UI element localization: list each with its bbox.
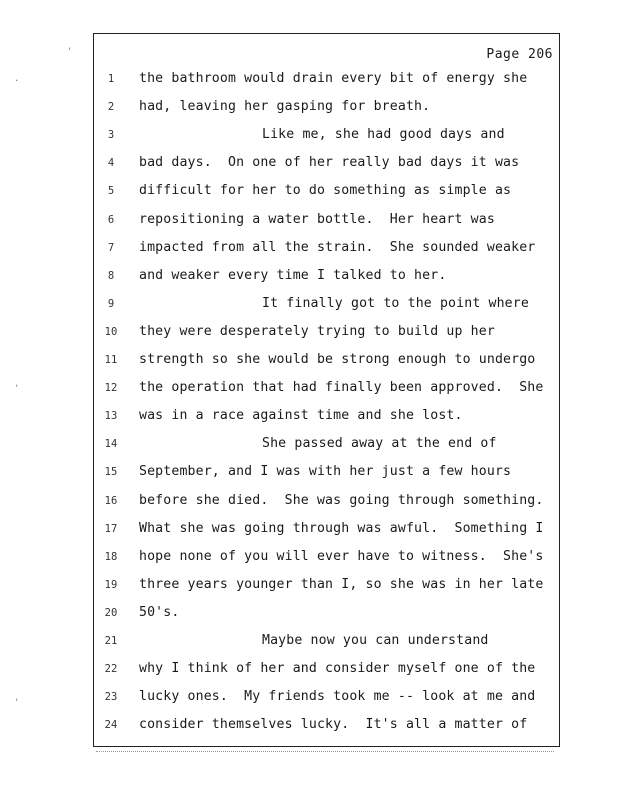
transcript-line — [94, 378, 559, 398]
line-number: 5 — [107, 185, 115, 198]
transcript-line — [94, 97, 559, 117]
line-text: What she was going through was awful. Something I — [139, 520, 544, 536]
transcript-line — [94, 125, 559, 145]
transcript-line — [94, 69, 559, 89]
transcript-line — [94, 322, 559, 342]
transcript-line — [94, 715, 559, 735]
line-text: the bathroom would drain every bit of energy she — [139, 71, 528, 86]
transcript-line — [94, 294, 559, 314]
transcript-line — [94, 153, 559, 173]
line-text: difficult for her to do something as simple as — [139, 183, 512, 199]
line-text: three years younger than I, so she was in her late — [139, 576, 544, 592]
transcript-line — [94, 603, 559, 623]
line-text: Maybe now you can understand — [262, 633, 489, 648]
line-text: and weaker every time I talked to her. — [139, 267, 447, 283]
line-text: the operation that had finally been approved. She — [139, 380, 544, 396]
line-number: 19 — [104, 578, 118, 591]
line-number: 20 — [104, 606, 118, 619]
line-text: was in a race against time and she lost. — [139, 408, 463, 424]
transcript-line — [94, 659, 559, 679]
line-number: 12 — [104, 382, 118, 395]
line-number: 10 — [104, 325, 118, 338]
line-text: consider themselves lucky. It's all a matter of — [139, 717, 528, 733]
margin-mark: ' — [14, 698, 20, 708]
line-number: 4 — [107, 157, 115, 170]
line-number: 16 — [104, 494, 118, 507]
line-text: bad days. On one of her really bad days it was — [139, 155, 520, 171]
margin-mark: . — [14, 74, 20, 84]
line-number: 22 — [104, 663, 118, 676]
transcript-line — [94, 547, 559, 567]
line-text: had, leaving her gasping for breath. — [139, 99, 431, 115]
line-number: 11 — [104, 354, 118, 366]
line-text: strength so she would be strong enough to undergo — [139, 352, 536, 367]
page-number: Page 206 — [486, 47, 553, 62]
bottom-rule — [96, 751, 554, 752]
transcript-line — [94, 462, 559, 482]
transcript-line — [94, 687, 559, 707]
line-text: impacted from all the strain. She sounded weaker — [139, 239, 536, 255]
transcript-line — [94, 575, 559, 595]
transcript-line — [94, 266, 559, 286]
line-number: 9 — [107, 297, 115, 310]
line-number: 18 — [104, 550, 118, 563]
transcript-line — [94, 406, 559, 426]
line-text: She passed away at the end of — [262, 436, 497, 452]
line-text: It finally got to the point where — [262, 295, 529, 311]
line-number: 24 — [104, 719, 118, 732]
line-number: 15 — [104, 466, 118, 479]
line-number: 2 — [107, 101, 115, 114]
line-text: why I think of her and consider myself one of the — [139, 661, 536, 677]
transcript-line — [94, 434, 559, 454]
line-text: hope none of you will ever have to witness. She's — [139, 548, 544, 564]
line-number: 17 — [104, 522, 118, 535]
line-text: Like me, she had good days and — [262, 127, 505, 143]
line-text: lucky ones. My friends took me -- look at me and — [139, 689, 536, 705]
transcript-line — [94, 210, 559, 230]
line-number: 14 — [104, 438, 118, 451]
transcript-line — [94, 238, 559, 258]
transcript-line — [94, 350, 559, 370]
line-number: 3 — [107, 129, 115, 142]
line-number: 6 — [107, 213, 115, 226]
line-number: 13 — [104, 410, 118, 423]
line-text: before she died. She was going through something. — [139, 492, 544, 508]
line-text: September, and I was with her just a few hours — [139, 464, 512, 480]
line-text: they were desperately trying to build up her — [139, 323, 495, 339]
line-number: 21 — [104, 635, 118, 647]
transcript-line — [94, 491, 559, 511]
transcript-line — [94, 631, 559, 651]
line-text: 50's. — [139, 604, 180, 620]
line-text: repositioning a water bottle. Her heart was — [139, 211, 495, 227]
line-number: 7 — [107, 241, 115, 254]
line-number: 23 — [104, 691, 118, 704]
line-number: 1 — [107, 73, 115, 85]
transcript-line — [94, 181, 559, 201]
transcript-line — [94, 519, 559, 539]
margin-mark: ' — [14, 384, 20, 394]
line-number: 8 — [107, 269, 115, 282]
margin-mark: ' — [67, 47, 73, 57]
transcript-page — [93, 33, 560, 747]
